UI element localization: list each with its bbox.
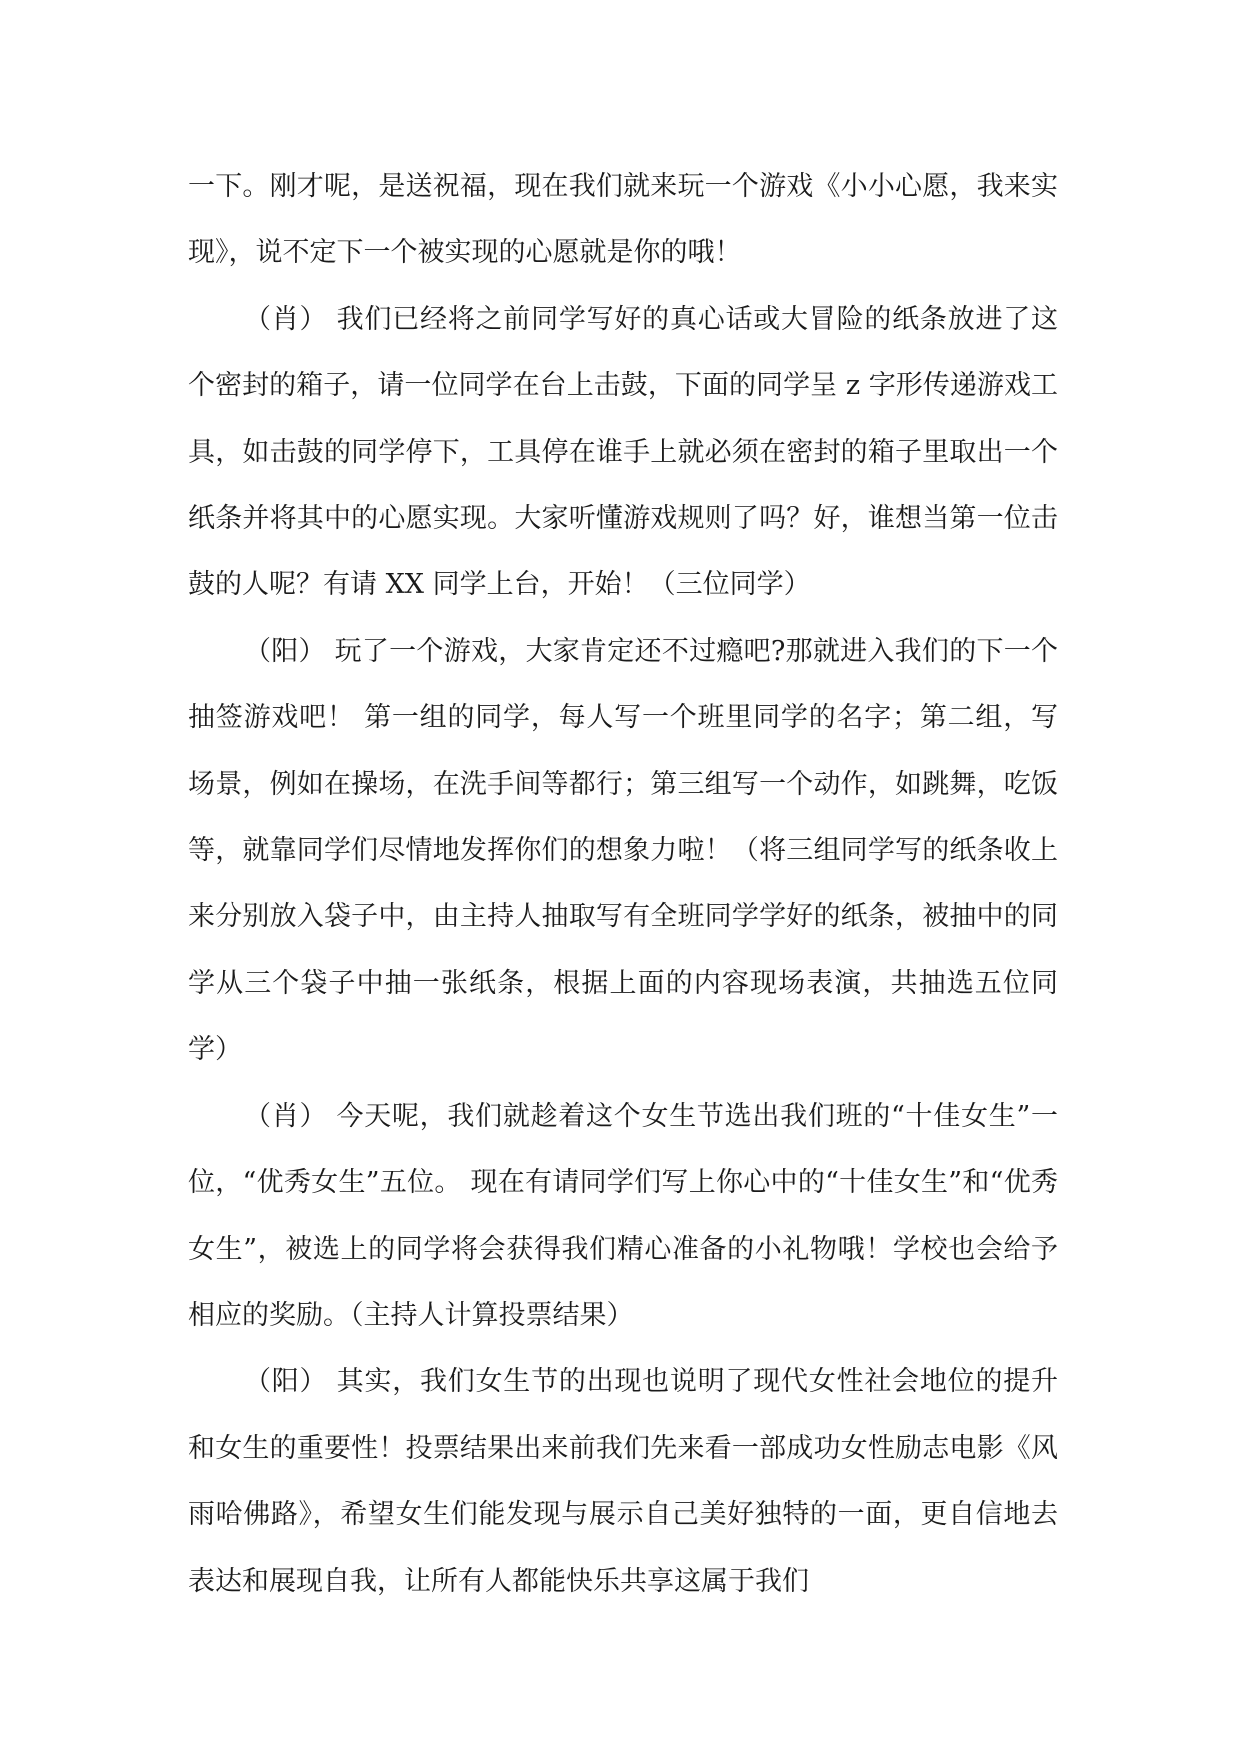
paragraph-5: （阳） 其实，我们女生节的出现也说明了现代女性社会地位的提升和女生的重要性！投票结果出来前我们先来看一部成功女性励志电影《风雨哈佛路》，希望女生们能发现与展示自己美好独特的一面，更自信地去表达和展现自我，让所有人都能快乐共享这属于我们	[188, 1366, 1058, 1597]
document-body	[188, 154, 1058, 1615]
paragraph-3: （阳） 玩了一个游戏，大家肯定还不过瘾吧?那就进入我们的下一个抽签游戏吧！ 第一组的同学，每人写一个班里同学的名字；第二组，写场景，例如在操场，在洗手间等都行；第三组写一个动作，如跳舞，吃饭等，就靠同学们尽情地发挥你们的想象力啦！（将三组同学写的纸条收上来分别放入袋子中，由主持人抽取写有全班同学学好的纸条，被抽中的同学从三个袋子中抽一张纸条，根据上面的内容现场表演，共抽选五位同学）	[188, 635, 1058, 1066]
paragraph-1: 一下。刚才呢，是送祝福，现在我们就来玩一个游戏《小小心愿，我来实现》，说不定下一个被实现的心愿就是你的哦！	[188, 171, 1058, 269]
paragraph-4: （肖） 今天呢，我们就趁着这个女生节选出我们班的“十佳女生”一位，“优秀女生”五位。 现在有请同学们写上你心中的“十佳女生”和“优秀女生”，被选上的同学将会获得我们精心准备的小礼物哦！学校也会给予相应的奖励。（主持人计算投票结果）	[188, 1100, 1058, 1331]
paragraph-2: （肖） 我们已经将之前同学写好的真心话或大冒险的纸条放进了这个密封的箱子，请一位同学在台上击鼓，下面的同学呈 z 字形传递游戏工具，如击鼓的同学停下，工具停在谁手上就必须在密封的箱子里取出一个纸条并将其中的心愿实现。大家听懂游戏规则了吗？好，谁想当第一位击鼓的人呢？有请 XX 同学上台，开始！（三位同学）	[188, 303, 1058, 601]
